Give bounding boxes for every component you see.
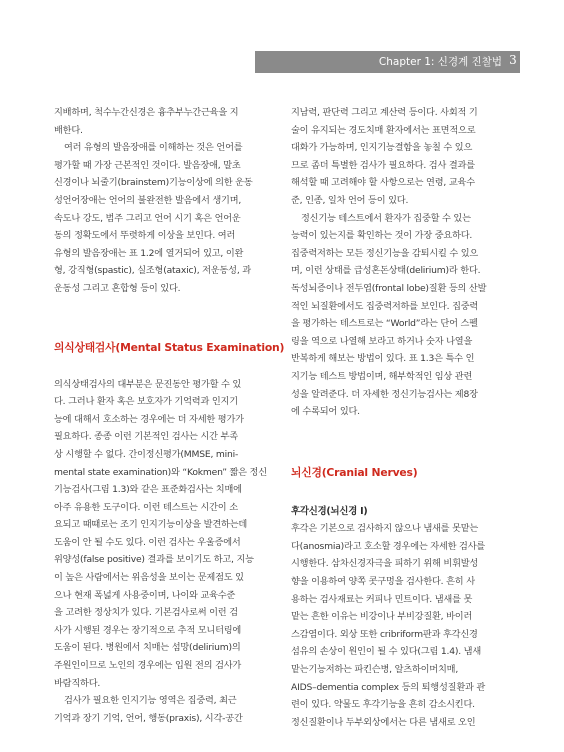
text-line: 후각은 기본으로 검사하지 않으나 냄새를 못맡는 xyxy=(291,523,479,535)
text-line: 정신질환이나 두부외상에서는 다른 냄새로 오인 xyxy=(291,716,476,728)
text-line: 으나 현재 폭넓게 사용중이며, 나이와 교육수준 xyxy=(54,589,236,601)
right-paragraph-2 xyxy=(291,210,513,421)
text-line: 유형의 발음장애는 표 1.2에 열거되어 있고, 이완 xyxy=(54,247,244,259)
text-line: 위양성(false positive) 결과를 보이기도 하고, 지능 xyxy=(54,554,254,566)
text-line: 평가할 때 가장 근본적인 것이다. 발음장애, 말초 xyxy=(54,159,241,171)
section-gap xyxy=(54,298,276,338)
text-line: 스감염이다. 외상 또한 cribriform판과 후각신경 xyxy=(291,628,478,640)
text-line: 상 시행할 수 없다. 간이정신평가(MMSE, mini- xyxy=(54,448,239,460)
text-line: 준, 인종, 일차 언어 등이 있다. xyxy=(291,194,409,206)
text-line: 주원인이므로 노인의 경우에는 입원 전의 검사가 xyxy=(54,660,242,672)
text-line: 기억과 장기 기억, 언어, 행동(praxis), 시각-공간 xyxy=(54,712,243,724)
text-line: 을 고려한 정상치가 있다. 기본검사로써 이런 검 xyxy=(54,607,238,619)
text-line: 도움이 된다. 병원에서 치매는 섬망(delirium)의 xyxy=(54,642,241,654)
text-line: 에 수록되어 있다. xyxy=(291,406,360,418)
left-column xyxy=(54,104,285,727)
text-line: 대화가 가능하며, 인지기능결함을 놓칠 수 있으 xyxy=(291,142,473,154)
text-line: 능에 대해서 호소하는 경우에는 더 자세한 평가가 xyxy=(54,413,244,425)
text-line: 의식상태검사의 대부분은 문진동안 평가할 수 있 xyxy=(54,378,242,390)
text-line: 반복하게 해보는 방법이 있다. 표 1.3은 특수 인 xyxy=(291,353,475,365)
left-paragraph-4 xyxy=(54,692,276,727)
text-line: mental state examination)와 “Kokmen” 짧은 정신 xyxy=(54,466,267,478)
text-line: 련이 있다. 약물도 후각기능을 흔히 감소시킨다. xyxy=(291,699,475,711)
text-line: 요되고 때때로는 조기 인지기능이상을 발견하는데 xyxy=(54,519,248,531)
left-paragraph-1 xyxy=(54,104,276,139)
text-line: 을 평가하는 테스트로는 “World”라는 단어 스펠 xyxy=(291,318,478,330)
chapter-title: Chapter 1: 신경계 진찰법 xyxy=(378,56,502,68)
right-paragraph-1 xyxy=(291,104,513,210)
text-line: 지남력, 판단력 그리고 계산력 등이다. 사회적 기 xyxy=(291,107,478,118)
sub-heading-olfactory-nerve: 후각신경(뇌신경 I) xyxy=(291,505,368,517)
text-line: 시행한다. 삼차신경자극을 피하기 위해 비휘발성 xyxy=(291,558,479,570)
text-line: 배한다. xyxy=(54,124,83,136)
text-line: 향을 이용하여 양쪽 콧구멍을 검사한다. 흔히 사 xyxy=(291,576,475,588)
text-line: 형, 강직형(spastic), 실조형(ataxic), 저운동성, 과 xyxy=(54,265,251,277)
text-line: 바람직하다. xyxy=(54,677,101,689)
text-line: 링을 역으로 나열해 보라고 하거나 숫자 나열을 xyxy=(291,335,473,347)
section-gap xyxy=(54,358,276,376)
text-line: 술이 유지되는 경도치매 환자에서는 표면적으로 xyxy=(291,124,476,136)
text-line: 사가 시행된 경우는 장기적으로 추적 모니터링에 xyxy=(54,624,242,636)
text-line: 속도나 강도, 범주 그리고 언어 시기 혹은 언어운 xyxy=(54,212,241,224)
text-line: 도움이 안 될 수도 있다. 이런 검사는 우울증에서 xyxy=(54,536,241,548)
section-gap xyxy=(291,421,513,463)
section-gap xyxy=(291,483,513,503)
text-line: 다. 그러나 환자 혹은 보호자가 기억력과 인지기 xyxy=(54,396,238,408)
text-line: 맡는 흔한 이유는 비강이나 부비강질환, 바이러 xyxy=(291,611,473,623)
text-line: 신경이나 뇌줄기(brainstem)기능이상에 의한 운동 xyxy=(54,177,253,189)
text-line: AIDS–dementia complex 등의 퇴행성질환과 관 xyxy=(291,681,486,693)
page-number: 3 xyxy=(509,53,517,67)
text-line: 므로 좀더 특별한 검사가 필요하다. 검사 결과를 xyxy=(291,159,475,171)
text-line: 집중력저하는 모든 정신기능을 감퇴시킬 수 있으 xyxy=(291,247,479,259)
text-line: 기능검사(그림 1.3)와 같은 표준화검사는 치매에 xyxy=(54,484,242,496)
text-line: 능력이 있는지를 확인하는 것이 가장 중요하다. xyxy=(291,230,473,242)
right-paragraph-3 xyxy=(291,520,513,731)
text-line: 섬유의 손상이 원인이 될 수 있다(그림 1.4). 냄새 xyxy=(291,646,482,658)
text-line: 다(anosmia)라고 호소할 경우에는 자세한 검사를 xyxy=(291,540,486,552)
text-line: 용하는 검사재료는 커피나 민트이다. 냄새를 못 xyxy=(291,593,473,605)
text-line: 필요하다. 종종 이런 기본적인 검사는 시간 부족 xyxy=(54,431,238,443)
text-line: 성을 알려준다. 더 자세한 정신기능검사는 제8장 xyxy=(291,388,478,400)
text-line: 며, 이런 상태를 급성혼돈상태(delirium)라 한다. xyxy=(291,265,481,277)
left-paragraph-3 xyxy=(54,376,276,693)
left-paragraph-2 xyxy=(54,139,276,297)
text-line: 성언어장애는 언어의 불완전한 발음에서 생기며, xyxy=(54,194,242,206)
section-heading-cranial-nerves: 뇌신경(Cranial Nerves) xyxy=(291,465,418,479)
text-line: 맡는기능저하는 파킨슨병, 알츠하이머치매, xyxy=(291,664,459,676)
text-line: 독성뇌증이나 전두엽(frontal lobe)질환 등의 산발 xyxy=(291,282,487,294)
text-line: 검사가 필요한 인지기능 영역은 집중력, 최근 xyxy=(64,695,237,707)
section-heading-mental-status: 의식상태검사(Mental Status Examination) xyxy=(54,340,285,354)
text-line: 동의 정확도에서 뚜렷하게 이상을 보인다. 여러 xyxy=(54,230,236,242)
text-line: 여러 유형의 발음장애를 이해하는 것은 언어를 xyxy=(64,142,243,154)
text-line: 이 높은 사람에서는 위음성을 보이는 문제점도 있 xyxy=(54,572,244,584)
text-line: 운동성 그리고 혼합형 등이 있다. xyxy=(54,282,181,294)
text-line: 정신기능 테스트에서 환자가 집중할 수 있는 xyxy=(301,212,471,224)
text-line: 지배하며, 척수누간신경은 흉추부누간근육을 지 xyxy=(54,107,239,118)
text-line: 적인 뇌질환에서도 집중력저하를 보인다. 집중력 xyxy=(291,300,479,312)
text-line: 아주 유용한 도구이다. 이런 테스트는 시간이 소 xyxy=(54,501,238,513)
text-line: 지기능 테스트 방법이며, 해부학적인 임상 관련 xyxy=(291,370,473,382)
right-column xyxy=(291,104,513,731)
text-line: 해석할 때 고려해야 할 사항으로는 연령, 교육수 xyxy=(291,177,475,189)
